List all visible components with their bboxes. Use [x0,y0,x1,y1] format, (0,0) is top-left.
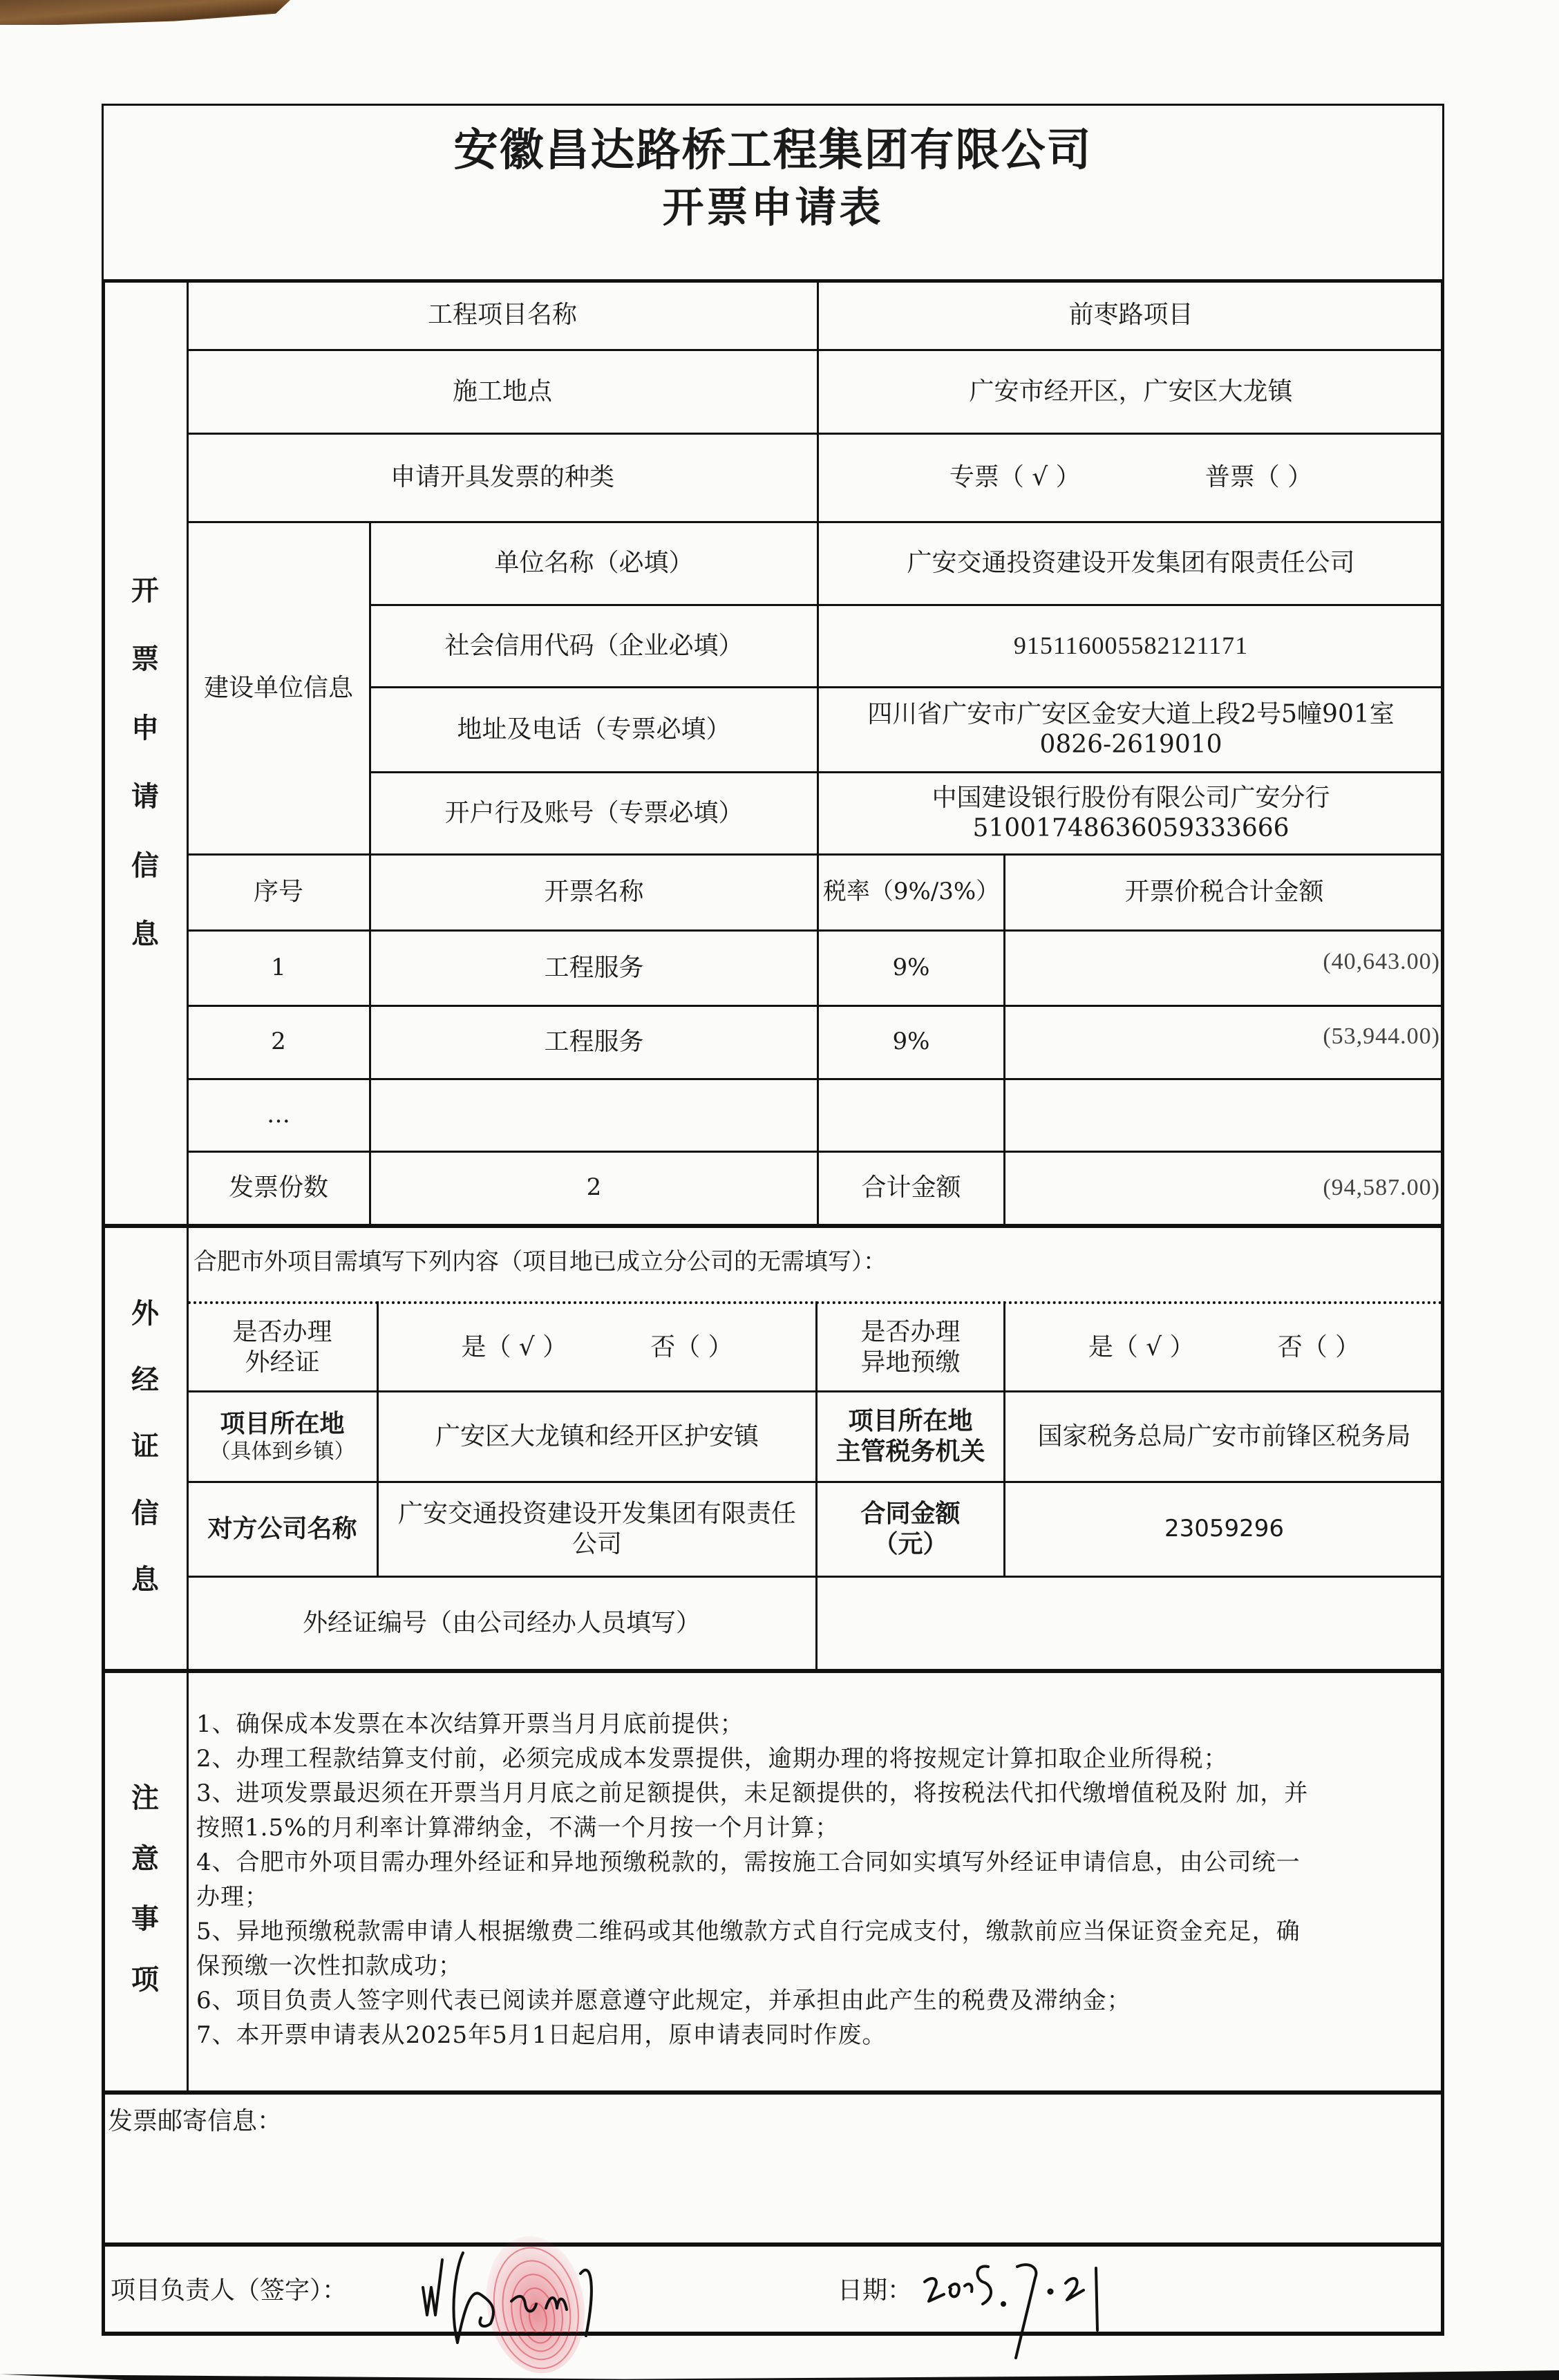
cert-number-input[interactable] [818,1578,1443,1669]
notes-char: 注 [131,1782,159,1815]
label-line: 主管税务机关 [835,1437,985,1466]
label-line: （元） [873,1530,948,1558]
project-name-value[interactable]: 前枣路项目 [1068,300,1193,329]
bank-name-line: 中国建设银行股份有限公司广安分行 [932,783,1330,812]
invoice-type-options [819,434,1443,521]
outbound-cert-yes[interactable]: 是（ √ ） [461,1332,568,1361]
note-line: 保预缴一次性扣款成功； [196,1952,462,1980]
notes-label [104,1755,187,2018]
label-line: 异地预缴 [860,1348,961,1377]
bank-account-value[interactable] [819,773,1443,853]
prepay-yes[interactable]: 是（ √ ） [1088,1332,1195,1361]
contract-amount-value[interactable]: 23059296 [1164,1515,1285,1543]
label-line: 项目所在地 [220,1409,345,1438]
label-line: 项目所在地 [848,1407,973,1436]
invoice-type-label: 申请开具发票的种类 [390,463,614,492]
note-line: 4、合肥市外项目需办理外经证和异地预缴税款的，需按施工合同如实填写外经证申请信息，由公司统一 [196,1849,1301,1876]
handwritten-date[interactable] [919,2254,1147,2365]
prepay-options [1005,1304,1443,1390]
row-more-rate[interactable] [819,1079,1003,1151]
note-line: 办理； [196,1883,269,1911]
cert-number-label: 外经证编号（由公司经办人员填写） [302,1609,701,1638]
section1-char: 开 [131,574,159,607]
section2-char: 息 [131,1563,159,1596]
mailing-label: 发票邮寄信息： [108,2107,283,2136]
builder-company-value[interactable]: 广安交通投资建设开发集团有限责任公司 [907,549,1355,578]
builder-field-label: 地址及电话（专票必填） [457,715,731,744]
date-label: 日期： [838,2276,913,2305]
account-number-line: 51001748636059333666 [972,813,1289,842]
invoice-count-label: 发票份数 [228,1173,328,1202]
contract-amount-label [818,1483,1003,1576]
section1-char: 息 [131,918,159,951]
note-line: 3、进项发票最迟须在开票当月月底之前足额提供，未足额提供的，将按税法代扣代缴增值税及附 加，并 [196,1779,1309,1807]
section2-char: 外 [131,1298,159,1330]
header-seq: 序号 [253,878,303,907]
prepay-no[interactable]: 否（ ） [1277,1332,1361,1361]
label-line: 合同金额 [860,1500,961,1529]
builder-field-label: 单位名称（必填） [494,549,694,578]
signoff-bottom-border [102,2332,1444,2336]
value-line: 公司 [571,1530,622,1558]
row-2-seq: 2 [271,1028,286,1056]
special-invoice-checkbox[interactable]: 专票（ √ ） [949,463,1081,492]
note-line: 1、确保成本发票在本次结算开票当月月底前提供； [196,1710,744,1738]
section-divider [102,2242,1444,2247]
section2-char: 经 [131,1364,159,1397]
notes-char: 意 [131,1842,159,1875]
section2-char: 信 [131,1497,159,1529]
row-more-seq: … [267,1100,290,1128]
section1-char: 请 [131,781,159,813]
outbound-cert-question [188,1304,377,1390]
value-line: 广安交通投资建设开发集团有限责任 [397,1500,796,1529]
note-line: 7、本开票申请表从2025年5月1日起启用，原申请表同时作废。 [196,2021,887,2049]
section1-char: 票 [131,643,159,676]
address-phone-value[interactable] [819,688,1443,771]
form-title: 开票申请表 [662,184,884,233]
label-line: 是否办理 [860,1317,961,1346]
outbound-intro: 合肥市外项目需填写下列内容（项目地已成立分公司的无需填写）： [193,1248,887,1276]
table-surface-bottom [0,2370,1559,2380]
tax-authority-label [818,1392,1003,1481]
project-location-value[interactable]: 广安区大龙镇和经开区护安镇 [435,1422,759,1451]
site-value[interactable]: 广安市经开区，广安区大龙镇 [969,377,1293,406]
outbound-cert-options [379,1304,815,1390]
label-subline: （具体到乡镇） [209,1439,355,1464]
prepay-question [818,1304,1003,1390]
row-2-name[interactable]: 工程服务 [544,1028,644,1057]
builder-info-label: 建设单位信息 [203,673,353,702]
builder-field-label: 社会信用代码（企业必填） [444,631,744,660]
total-amount-value[interactable]: (94,587.00) [1323,1175,1440,1201]
row-1-rate[interactable]: 9% [892,953,930,981]
invoice-count-value[interactable]: 2 [586,1173,602,1202]
total-amount-label: 合计金额 [861,1173,961,1202]
label-line: 外经证 [245,1348,320,1377]
header-invoice-name: 开票名称 [544,878,644,907]
note-line: 5、异地预缴税款需申请人根据缴费二维码或其他缴款方式自行完成支付，缴款前应当保证资金充足，确 [196,1918,1301,1945]
project-location-label [188,1392,377,1481]
row-1-seq: 1 [271,953,286,981]
section-outbound-cert-label [104,1265,187,1624]
site-label: 施工地点 [452,377,552,406]
row-1-amount[interactable]: (40,643.00) [1323,949,1440,975]
row-more-name[interactable] [371,1079,817,1151]
section-divider [102,1669,1444,1673]
project-name-label: 工程项目名称 [427,300,577,329]
row-2-rate[interactable]: 9% [892,1028,930,1056]
section-invoice-info-label [104,539,187,981]
company-name: 安徽昌达路桥工程集团有限公司 [453,124,1093,176]
table-surface-corner [0,0,290,25]
phone-line: 0826-2619010 [1039,730,1222,759]
notes-list [196,1707,1433,2052]
row-more-amount[interactable] [1005,1079,1443,1151]
section1-char: 申 [131,712,159,744]
row-2-amount[interactable]: (53,944.00) [1323,1023,1440,1050]
counterparty-value[interactable] [379,1483,815,1576]
note-line: 6、项目负责人签字则代表已阅读并愿意遵守此规定，并承担由此产生的税费及滞纳金； [196,1987,1131,2014]
credit-code-value[interactable]: 91511600558212117​1 [1013,631,1249,659]
label-line: 是否办理 [232,1317,332,1346]
tax-authority-value[interactable]: 国家税务总局广安市前锋区税务局 [1037,1422,1411,1451]
counterparty-label: 对方公司名称 [207,1515,357,1544]
section2-char: 证 [131,1430,159,1463]
ordinary-invoice-checkbox[interactable]: 普票（ ） [1204,463,1313,492]
row-1-name[interactable]: 工程服务 [544,953,644,982]
header-amount: 开票价税合计金额 [1124,878,1324,907]
note-line: 2、办理工程款结算支付前，必须完成成本发票提供，逾期办理的将按规定计算扣取企业所得税； [196,1745,1228,1773]
mailing-input[interactable] [108,2142,1435,2239]
outbound-cert-no[interactable]: 否（ ） [650,1332,733,1361]
section1-char: 信 [131,849,159,882]
header-tax-rate: 税率（9%/3%） [822,878,1000,906]
manager-signature-label: 项目负责人（签字）： [111,2276,348,2305]
note-line: 按照1.5%的月利率计算滞纳金，不满一个月按一个月计算； [196,1814,840,1842]
builder-field-label: 开户行及账号（专票必填） [444,798,744,827]
notes-char: 事 [131,1903,159,1936]
address-line: 四川省广安市广安区金安大道上段2号5幢901室 [867,699,1395,728]
notes-char: 项 [131,1963,159,1996]
section-divider [102,2090,1444,2095]
